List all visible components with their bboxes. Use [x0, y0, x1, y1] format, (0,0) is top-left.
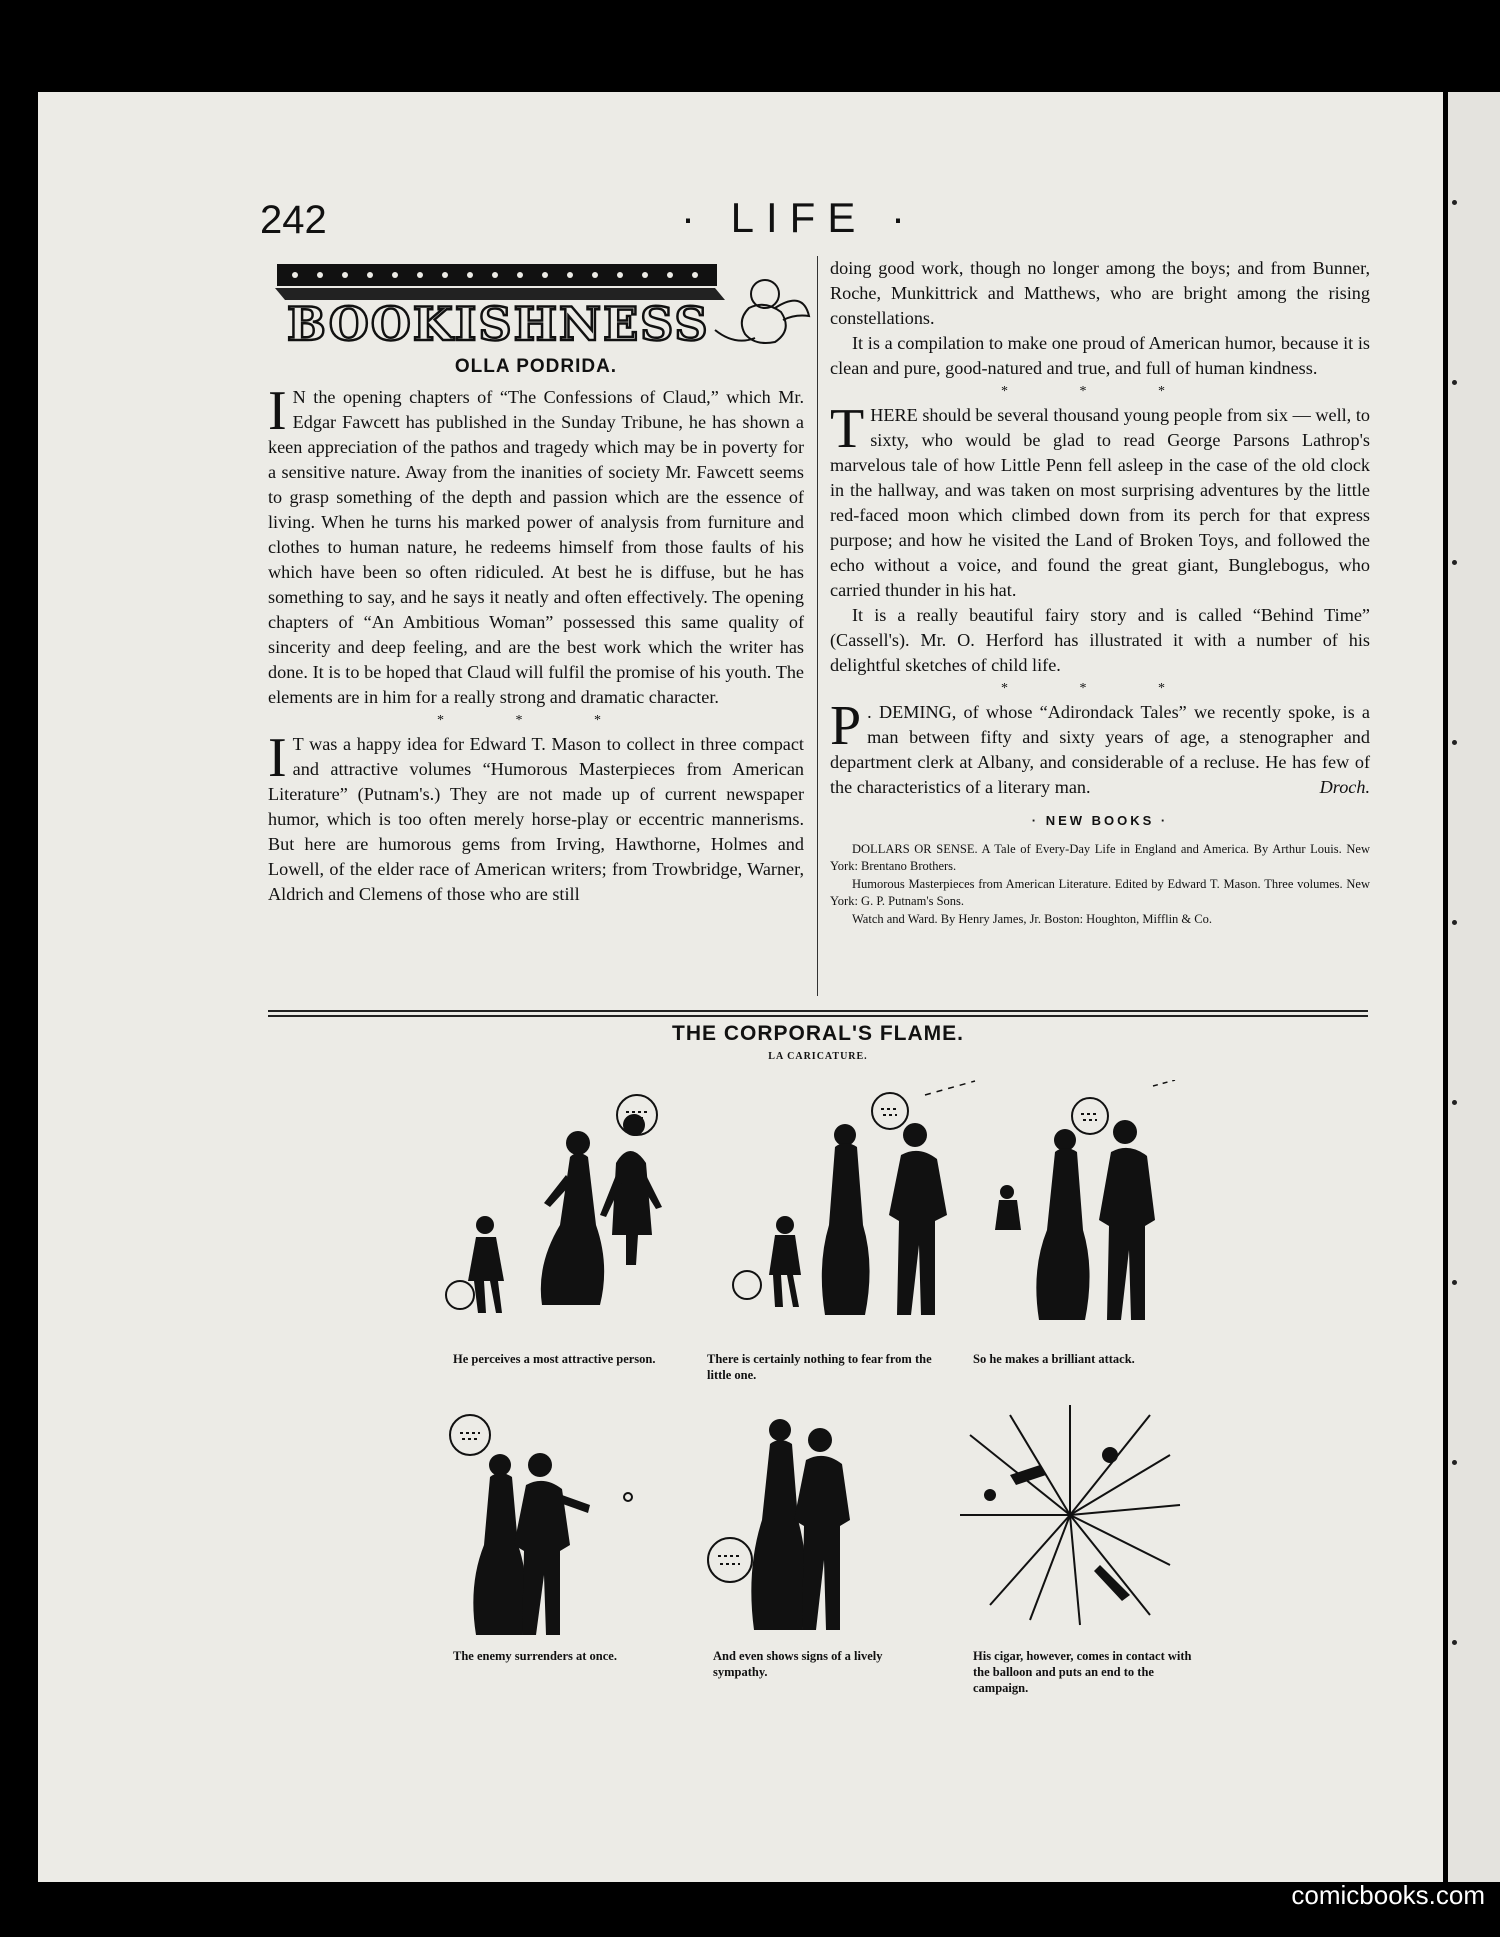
- author-signature: Droch.: [1319, 777, 1370, 797]
- bookishness-banner: [275, 260, 815, 352]
- cartoon-panel-1: [440, 1085, 720, 1345]
- drop-cap: I: [268, 380, 287, 442]
- binding-mark: [1452, 920, 1457, 925]
- right-column: [830, 256, 1370, 929]
- section-subhead: OLLA PODRIDA.: [454, 356, 618, 377]
- page-number: 242: [260, 198, 327, 242]
- binding-mark: [1452, 740, 1457, 745]
- cartoon-panel-3: [985, 1080, 1185, 1345]
- cartoon-caption: There is certainly nothing to fear from the little one.: [707, 1352, 932, 1382]
- binding-mark: [1452, 1460, 1457, 1465]
- column-divider: [817, 256, 818, 996]
- drop-cap: T: [830, 398, 865, 460]
- section-rule: [268, 1015, 1368, 1017]
- book-entry: Humorous Masterpieces from American Literature. Edited by Edward T. Mason. Three volumes. New York: G. P. Putnam's Sons.: [830, 877, 1370, 908]
- balloon-icon: [612, 1090, 662, 1140]
- section-divider: * * *: [1001, 681, 1199, 696]
- section-rule: [268, 1010, 1368, 1012]
- article-paragraph: I T was a happy idea for Edward T. Mason to collect in three compact and attractive volumes “Humorous Masterpieces from American Literature” (Putnam's.) They are not made up of current newspaper humor, which is too often merely horse-play or eccentric mannerisms. But here are humorous gems from Irving, Hawthorne, Holmes and Lowell, of the elder race of American writers; from Trowbridge, Warner, Aldrich and Clemens of those who are still: [268, 727, 804, 904]
- book-entry: Watch and Ward. By Henry James, Jr. Boston: Houghton, Mifflin & Co.: [852, 912, 1212, 926]
- cartoon-title: THE CORPORAL'S FLAME.: [672, 1022, 964, 1045]
- cartoon-caption: And even shows signs of a lively sympathy.: [713, 1649, 883, 1679]
- cartoon-caption: So he makes a brilliant attack.: [973, 1352, 1135, 1366]
- masthead: · LIFE ·: [680, 194, 917, 241]
- cartoon-caption: He perceives a most attractive person.: [453, 1352, 656, 1366]
- new-books-list: [830, 841, 1370, 928]
- new-books-heading: · NEW BOOKS ·: [1031, 813, 1169, 828]
- binding-mark: [1452, 1100, 1457, 1105]
- drop-cap: I: [268, 727, 287, 789]
- binding-mark: [1452, 560, 1457, 565]
- cartoon-source: LA CARICATURE.: [768, 1051, 868, 1062]
- cartoon-panel-6: [950, 1395, 1190, 1635]
- article-paragraph: It is a compilation to make one proud of American humor, because it is clean and pure, good-natured and true, and full of human kindness.: [830, 333, 1370, 378]
- article-paragraph: P . DEMING, of whose “Adirondack Tales” we recently spoke, is a man between fifty and sixty years of age, a stenographer and department clerk at Albany, and considerable of a recluse. He has few of the characteristics of a literary man. Droch.: [830, 700, 1370, 800]
- page-header: [226, 194, 1372, 248]
- banner-title: BOOKISHNESS: [287, 297, 710, 351]
- binding-mark: [1452, 1640, 1457, 1645]
- binding-mark: [1452, 200, 1457, 205]
- cartoon-caption: The enemy surrenders at once.: [453, 1649, 617, 1663]
- article-paragraph: It is a really beautiful fairy story and is called “Behind Time” (Cassell's). Mr. O. Herford has illustrated it with a number of his delightful sketches of child life.: [830, 605, 1370, 675]
- adjacent-page-edge: [1448, 92, 1500, 1882]
- cartoon-panel-5: [690, 1400, 910, 1645]
- binding-mark: [1452, 380, 1457, 385]
- book-entry: DOLLARS OR SENSE. A Tale of Every-Day Life in England and America. By Arthur Louis. New York: Brentano Brothers.: [830, 842, 1370, 873]
- section-divider: * * *: [1001, 384, 1199, 399]
- cartoon-panel-4: [440, 1395, 660, 1645]
- drop-cap: P: [830, 695, 862, 757]
- article-paragraph: doing good work, though no longer among the boys; and from Bunner, Roche, Munkittrick and Matthews, who are bright among the rising constellations.: [830, 258, 1370, 328]
- cartoon-panel-2: [725, 1075, 985, 1345]
- left-column: [268, 352, 804, 907]
- article-paragraph: I N the opening chapters of “The Confessions of Claud,” which Mr. Edgar Fawcett has published in the Sunday Tribune, he has shown a keen appreciation of the pathos and tragedy which may be in poverty for a sensitive nature. Away from the inanities of society Mr. Fawcett seems to grasp something of the depth and passion which are the essence of living. When he turns his marked power of analysis from furniture and clothes to human nature, he redeems himself from those faults of his which have been so often ridiculed. At best he is diffuse, but he has something to say, and he says it neatly and often effectively. The opening chapters of “An Ambitious Woman” possessed this same quality of sincerity and deep feeling, and are the best work which the writer has done. It is to be hoped that Claud will fulfil the promise of his youth. The elements are in him for a really strong and dramatic character.: [268, 380, 804, 707]
- cherub-icon: [715, 280, 809, 343]
- article-paragraph: THERE should be several thousand young people from six — well, to sixty, who would be glad to read George Parsons Lathrop's marvelous tale of how Little Penn fell asleep in the case of the old clock in the hallway, and was taken on most surprising adventures by the little red-faced moon which climbed down from its perch for that express purpose; and how he visited the Land of Broken Toys, and followed the echo without a voice, and found the great giant, Bunglebogus, who carried thunder in his hat.: [830, 398, 1370, 600]
- section-divider: * * *: [437, 713, 635, 728]
- binding-mark: [1452, 1280, 1457, 1285]
- cartoon-caption: His cigar, however, comes in contact with the balloon and puts an end to the campaign.: [973, 1649, 1192, 1695]
- site-watermark: comicbooks.com: [1291, 1880, 1485, 1910]
